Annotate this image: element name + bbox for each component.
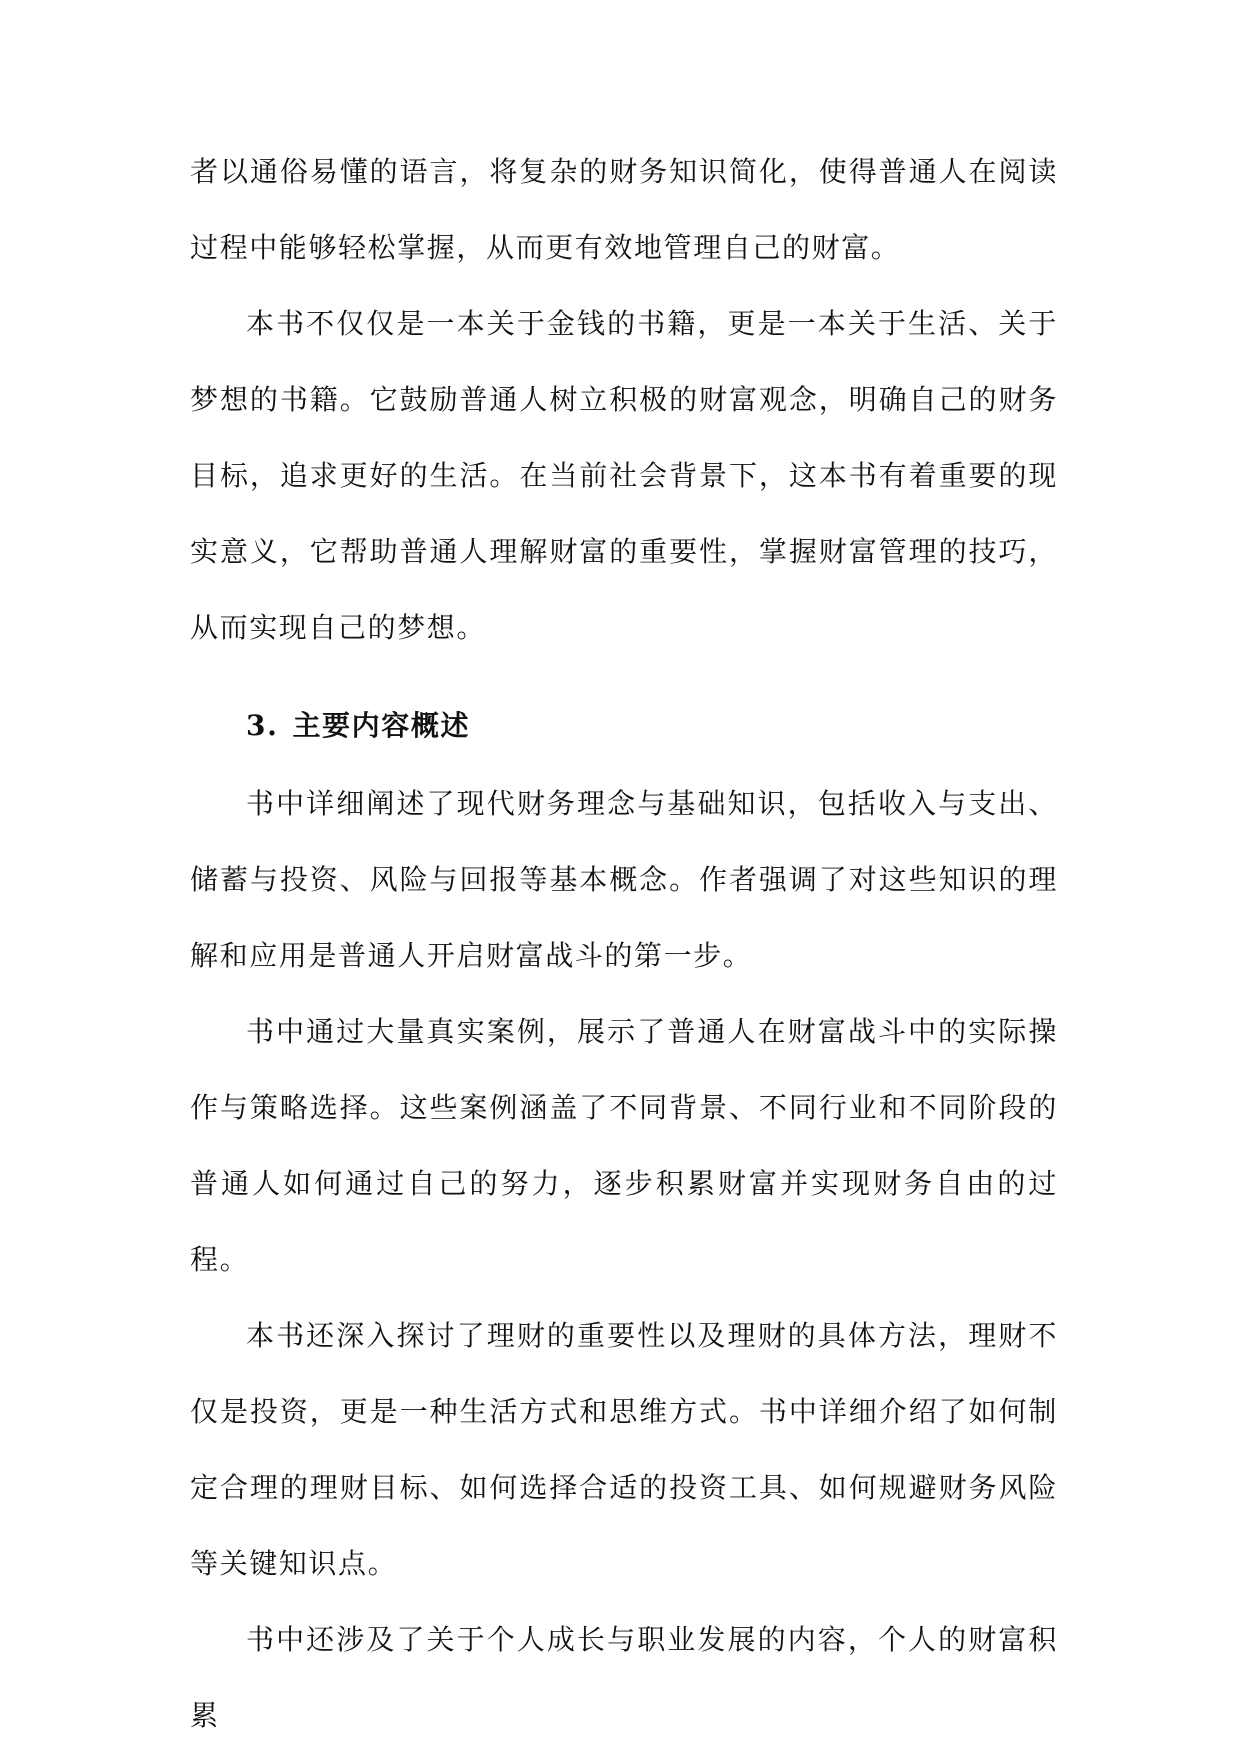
paragraph-wealth-management: 本书还深入探讨了理财的重要性以及理财的具体方法，理财不仅是投资，更是一种生活方式和思维方式。书中详细介绍了如何制定合理的理财目标、如何选择合适的投资工具、如何规避财务风险等关键知识点。: [190, 1319, 1058, 1580]
paragraph-personal-growth: 书中还涉及了关于个人成长与职业发展的内容，个人的财富积累: [190, 1623, 1058, 1732]
paragraph-book-significance: 本书不仅仅是一本关于金钱的书籍，更是一本关于生活、关于梦想的书籍。它鼓励普通人树立积极的财富观念，明确自己的财务目标，追求更好的生活。在当前社会背景下，这本书有着重要的现实意义，它帮助普通人理解财富的重要性，掌握财富管理的技巧，从而实现自己的梦想。: [190, 307, 1058, 644]
section-title: 主要内容概述: [292, 709, 471, 742]
paragraph-financial-concepts: 书中详细阐述了现代财务理念与基础知识，包括收入与支出、储蓄与投资、风险与回报等基本概念。作者强调了对这些知识的理解和应用是普通人开启财富战斗的第一步。: [190, 787, 1058, 972]
paragraph-continued: 者以通俗易懂的语言，将复杂的财务知识简化，使得普通人在阅读过程中能够轻松掌握，从而更有效地管理自己的财富。: [190, 155, 1058, 264]
document-body: [190, 134, 1058, 1754]
section-heading: [190, 688, 1058, 764]
section-number: 3.: [246, 709, 279, 742]
paragraph-real-cases: 书中通过大量真实案例，展示了普通人在财富战斗中的实际操作与策略选择。这些案例涵盖了不同背景、不同行业和不同阶段的普通人如何通过自己的努力，逐步积累财富并实现财务自由的过程。: [190, 1015, 1058, 1276]
